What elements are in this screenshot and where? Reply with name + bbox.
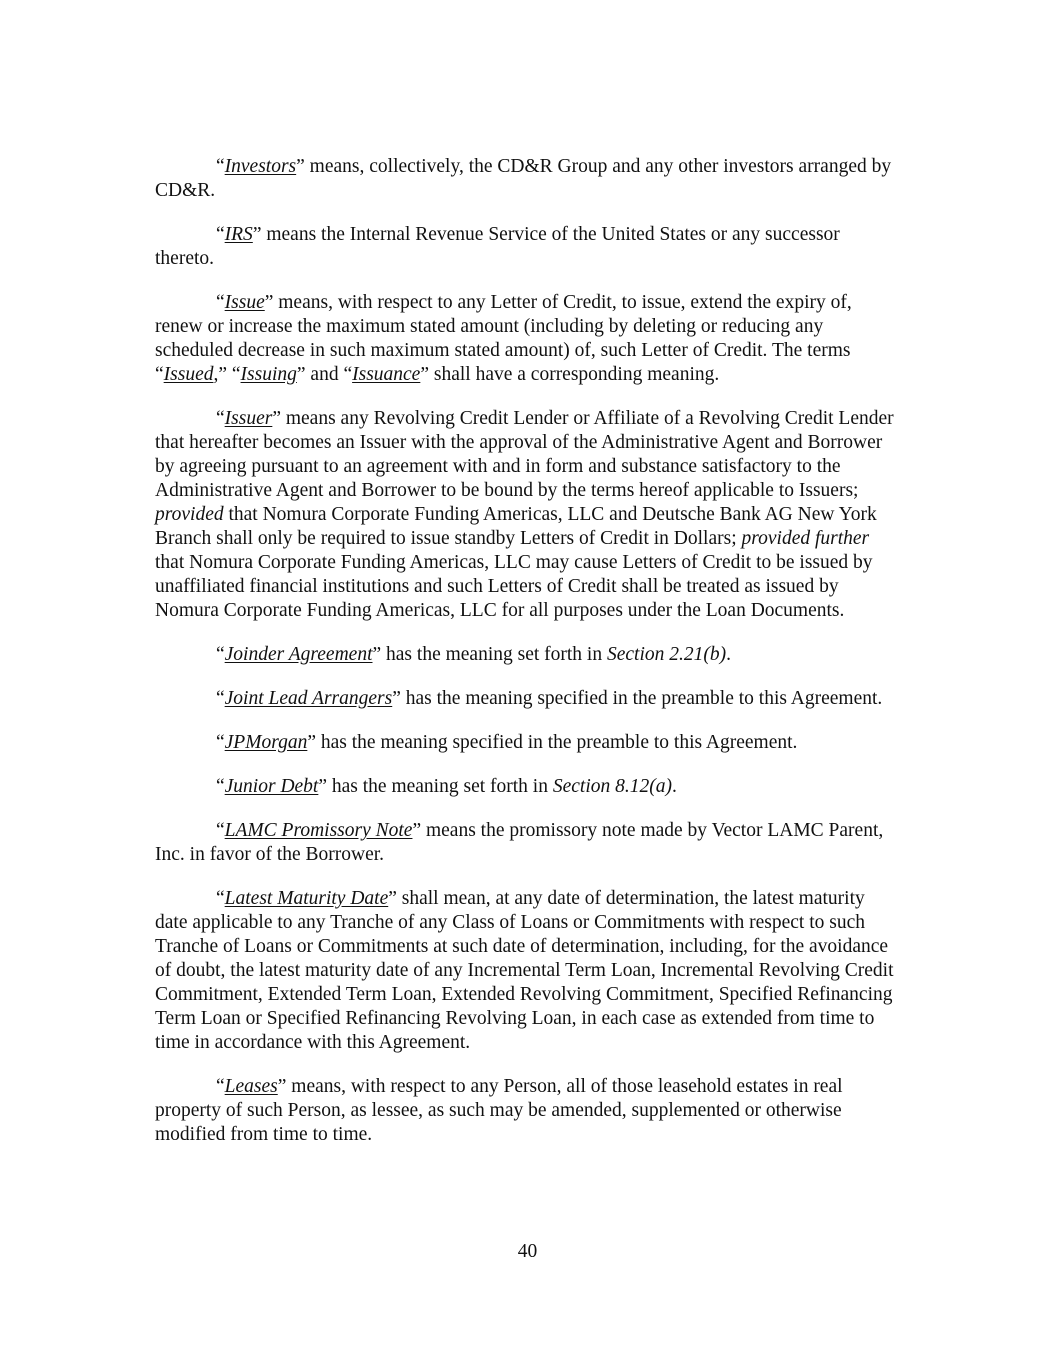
- defined-term: Latest Maturity Date: [224, 888, 389, 909]
- definition-text: that Nomura Corporate Funding Americas, LLC may cause Letters of Credit to be issued by unaffiliated financial institutions and such Letters of Credit shall be treated as issued by Nomura Corporate Funding Americas, LLC for all purposes under the Loan Documents.: [155, 552, 873, 621]
- definition-text: ” means, collectively, the CD&R Group and any other investors arranged by CD&R.: [155, 156, 892, 201]
- definition-text: .: [671, 776, 677, 797]
- italic-text: Section 2.21(b): [606, 644, 727, 665]
- definition-text: “: [216, 888, 225, 909]
- definition-text: “: [216, 644, 225, 665]
- defined-term: Issue: [224, 292, 265, 313]
- defined-term: Issuing: [240, 364, 297, 385]
- definition-text: ” means the Internal Revenue Service of the United States or any successor thereto.: [155, 224, 840, 269]
- definition-text: ” means the promissory note made by Vector LAMC Parent, Inc. in favor of the Borrower.: [155, 820, 884, 865]
- definition-text: .: [726, 644, 731, 665]
- definition-text: ” shall mean, at any date of determination, the latest maturity date applicable to any Tranche of any Class of Loans or Commitments with respect to such Tranche of Loans or Commitments at such date of determination, including, for the avoidance of doubt, the latest maturity date of any Incremental Term Loan, Incremental Revolving Credit Commitment, Extended Term Loan, Extended Revolving Commitment, Specified Refinancing Term Loan or Specified Refinancing Revolving Loan, in each case as extended from time to time in accordance with this Agreement.: [155, 888, 894, 1053]
- defined-term: Joinder Agreement: [224, 644, 373, 665]
- definition-paragraph: [155, 731, 902, 755]
- definition-text: that Nomura Corporate Funding Americas, LLC and Deutsche Bank AG New York Branch shall only be required to issue standby Letters of Credit in Dollars;: [155, 504, 877, 549]
- definition-text: ” has the meaning set forth in: [372, 644, 607, 665]
- defined-term: Issued: [163, 364, 214, 385]
- defined-term: Junior Debt: [224, 776, 319, 797]
- defined-term: Leases: [224, 1076, 278, 1097]
- definition-paragraph: [155, 1075, 902, 1147]
- definition-text: ” has the meaning specified in the preamble to this Agreement.: [392, 688, 883, 709]
- italic-text: provided further: [741, 528, 870, 549]
- definition-text: ” and “: [296, 364, 353, 385]
- italic-text: provided: [155, 504, 224, 525]
- definition-text: “: [216, 156, 225, 177]
- definition-paragraph: [155, 291, 902, 387]
- definition-text: “: [216, 732, 225, 753]
- defined-term: IRS: [224, 224, 253, 245]
- definition-paragraph: [155, 643, 902, 667]
- definition-paragraph: [155, 819, 902, 867]
- document-body: [155, 155, 902, 1167]
- defined-term: Issuance: [352, 364, 421, 385]
- definition-text: “: [216, 408, 225, 429]
- definition-text: “: [216, 776, 225, 797]
- defined-term: Issuer: [224, 408, 273, 429]
- definition-text: “: [216, 688, 225, 709]
- page-number: 40: [517, 1241, 538, 1262]
- definition-text: ” shall have a corresponding meaning.: [420, 364, 720, 385]
- definition-text: “: [216, 1076, 225, 1097]
- definition-paragraph: [155, 407, 902, 623]
- definition-text: “: [216, 224, 225, 245]
- definition-paragraph: [155, 223, 902, 271]
- definition-text: “: [216, 292, 225, 313]
- definition-text: ” means, with respect to any Person, all of those leasehold estates in real property of such Person, as lessee, as such may be amended, supplemented or otherwise modified from time to time.: [155, 1076, 843, 1145]
- defined-term: LAMC Promissory Note: [224, 820, 413, 841]
- definition-paragraph: [155, 775, 902, 799]
- italic-text: Section 8.12(a): [552, 776, 672, 797]
- defined-term: Investors: [224, 156, 297, 177]
- definition-text: ” means any Revolving Credit Lender or Affiliate of a Revolving Credit Lender that hereafter becomes an Issuer with the approval of the Administrative Agent and Borrower by agreeing pursuant to an agreement with and in form and substance satisfactory to the Administrative Agent and Borrower to be bound by the terms hereof applicable to Issuers;: [155, 408, 894, 501]
- definition-text: ” means, with respect to any Letter of Credit, to issue, extend the expiry of, renew or increase the maximum stated amount (including by deleting or reducing any scheduled decrease in such maximum stated amount) of, such Letter of Credit. The terms “: [155, 292, 852, 385]
- definition-paragraph: [155, 687, 902, 711]
- definition-text: “: [216, 820, 225, 841]
- defined-term: JPMorgan: [224, 732, 308, 753]
- definition-text: ,” “: [213, 364, 241, 385]
- definition-text: ” has the meaning set forth in: [318, 776, 553, 797]
- definition-paragraph: [155, 155, 902, 203]
- definition-paragraph: [155, 887, 902, 1055]
- defined-term: Joint Lead Arrangers: [224, 688, 393, 709]
- definition-text: ” has the meaning specified in the preamble to this Agreement.: [307, 732, 798, 753]
